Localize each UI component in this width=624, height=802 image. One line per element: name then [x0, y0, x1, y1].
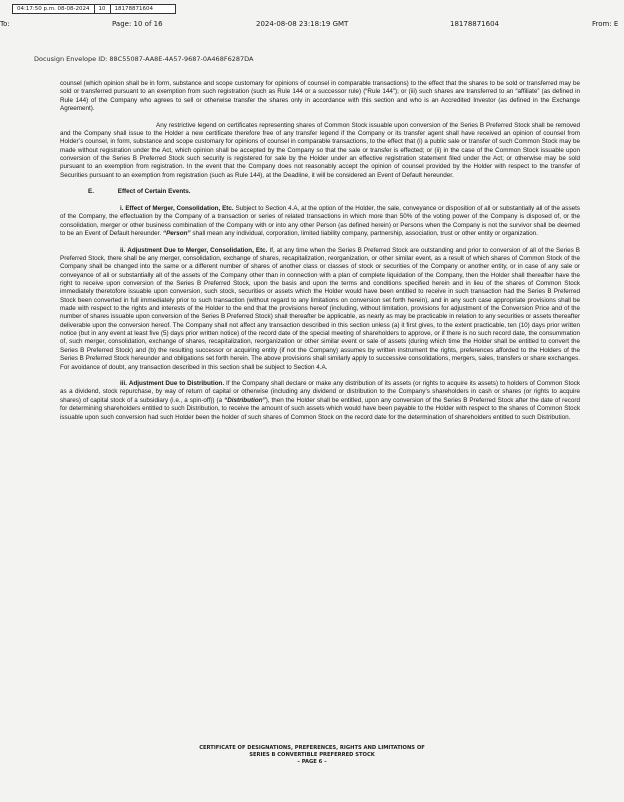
fax-header — [0, 20, 624, 32]
item-i-number: i. — [120, 205, 124, 213]
item-i-title: Effect of Merger, Consolidation, Etc. — [125, 205, 234, 213]
item-ii-number: ii. — [120, 246, 126, 254]
footer-page-number: – PAGE 6 – — [297, 759, 327, 765]
item-ii-paragraph — [60, 247, 580, 372]
item-iii-title: Adjustment Due to Distribution. — [128, 380, 225, 388]
item-ii-text: If, at any time when the Series B Preferred Stock are outstanding and prior to conversion of all of the Series B Preferred Stock, there shall be any merger, consolidation, exchange of shares, recapitalization, reorganization, or other similar event, as a result of which shares of Common Stock of the Company shall be changed into the same or a different number of shares of another class or classes of stock or securities of the Company or another entity, or in case of any sale or conveyance of all or substantially all of the assets of the Company other than in connection with a plan of complete liquidation of the Company, then the Holder shall thereafter have the right to receive upon conversion of the Series B Preferred Stock, upon the basis and upon the terms and conditions specified herein and in lieu of the shares of Common Stock immediately theretofore issuable upon conversion, such stock, securities or assets which the Holder would have been entitled to receive in such transaction had the Series B Preferred Stock been converted in full immediately prior to such transaction (without regard to any limitations on conversion set forth herein), and in any such case appropriate provisions shall be made with respect to the rights and interests of the Holder to the end that the provisions hereof (including, without limitation, provisions for adjustment of the Conversion Price and of the number of shares issuable upon conversion of the Series B Preferred Stock) shall thereafter be applicable, as nearly as may be practicable in relation to any securities or assets thereafter deliverable upon the conversion hereof. The Company shall not affect any transaction described in this section unless (a) it first gives, to the extent practicable, ten (10) days prior written notice (but in any event at least five (5) days prior written notice) of the record date of the special meeting of shareholders to approve, or if there is no such record date, the consummation of, such merger, consolidation, exchange of shares, recapitalization, reorganization or other similar event or sale of assets (during which time the Holder shall be entitled to convert the Series B Preferred Stock) and (b) the resulting successor or acquiring entity (if not the Company) assumes by written instrument the rights, preferences afforded to the Holders of the Series B Preferred Stock hereunder and obligations set forth herein. The above provisions shall similarly apply to successive consolidations, mergers, sales, transfers or share exchanges. For avoidance of doubt, any transaction described in this section shall be subject to Section 4.A. — [60, 246, 580, 371]
fax-datetime: 2024-08-08 23:18:19 GMT — [256, 20, 349, 28]
stamp-number: 18178871604 — [114, 6, 154, 12]
item-iii-text-2: ), then the Holder shall be entitled, upon any conversion of the Series B Preferred Stock after the date of record for determining shareholders entitled to such Distribution, to receive the amount of such assets which would have been payable to the Holder with respect to the shares of Common Stock issuable upon such conversion had such Holder been the holder of such shares of Common Stock on the record date for the determination of shareholders entitled to such Distribution. — [60, 396, 580, 421]
docusign-envelope-id: Docusign Envelope ID: 88C55087-AA8E-4A57-9687-0A468F6287DA — [34, 55, 254, 63]
item-i-text-1: Subject to Section 4.A, at the option of the Holder, the sale, conveyance or disposition of all or substantially all of the assets of the Company, the effectuation by the Company of a transaction or series of related transactions in which more than 50% of the voting power of the Company is disposed of, or the consolidation, merger or other business combination of the Company with or into any other Person (as defined herein) or Persons when the Company is not the survivor shall be deemed to be an Event of Default hereunder. — [60, 205, 581, 238]
document-body — [60, 80, 580, 430]
item-iii-paragraph — [60, 380, 580, 422]
item-iii-defined-term: “Distribution” — [224, 396, 266, 404]
fax-to: To: — [0, 20, 10, 28]
item-i-defined-term: “Person” — [162, 230, 191, 238]
section-e-label: E. — [88, 188, 94, 196]
footer-line-2: SERIES B CONVERTIBLE PREFERRED STOCK — [249, 752, 375, 758]
section-e-title: Effect of Certain Events. — [117, 188, 191, 196]
fax-page: Page: 10 of 16 — [112, 20, 163, 28]
stamp-time: 04:17:50 p.m. 08-08-2024 — [13, 5, 95, 13]
paragraph-restrictive-legend: Any restrictive legend on certificates representing shares of Common Stock issuable upon conversion of the Series B Preferred Stock shall be removed and the Company shall issue to the Holder a new certificate therefore free of any transfer legend if the Company or its transfer agent shall have received an opinion of counsel from Holder’s counsel, in form, substance and scope customary for opinions of counsel in comparable transactions, to the effect that (i) a public sale or transfer of such Common Stock may be made without registration under the Act, which opinion shall be accepted by the Company so that the sale or transfer is effected; or (ii) in the case of the Common Stock issuable upon conversion of the Series B Preferred Stock such security is registered for sale by the Holder under an effective registration statement filed under the Act; or otherwise may be sold pursuant to an exemption from registration. In the event that the Company does not reasonably accept the opinion of counsel provided by the Holder with respect to the transfer of Securities pursuant to an exemption from registration (such as Rule 144), at the Deadline, it will be considered an Event of Default hereunder. — [60, 121, 580, 179]
section-e-heading — [88, 188, 580, 196]
fax-stamp — [12, 4, 176, 14]
document-footer — [0, 745, 624, 766]
item-iii-number: iii. — [120, 380, 127, 388]
item-ii-title: Adjustment Due to Merger, Consolidation, Etc. — [127, 246, 268, 254]
fax-number: 18178871604 — [450, 20, 499, 28]
item-iii-text-1: If the Company shall declare or make any distribution of its assets (or rights to acquire its assets) to holders of Common Stock as a dividend, stock repurchase, by way of return of capital or otherwise (including any dividend or distribution to the Company’s shareholders in cash or shares (or rights to acquire shares) of capital stock of a subsidiary (i.e., a spin-off)) (a — [60, 380, 580, 404]
stamp-page: 10 — [95, 5, 111, 13]
item-i-paragraph — [60, 205, 580, 238]
paragraph-counsel-opinion: counsel (which opinion shall be in form, substance and scope customary for opinions of counsel in comparable transactions) to the effect that the shares to be sold or transferred may be sold or transferred pursuant to an exemption from such registration (such as Rule 144 or a successor rule) (“Rule 144”); or (iii) such shares are transferred to an “affiliate” (as defined in Rule 144) of the Company who agrees to sell or otherwise transfer the shares only in accordance with this section and who is an Accredited Investor (as defined in the Exchange Agreement). — [60, 80, 580, 113]
item-i-text-2: shall mean any individual, corporation, limited liability company, partnership, association, trust or other entity or organization. — [190, 230, 539, 238]
fax-from: From: E — [592, 20, 619, 28]
footer-line-1: CERTIFICATE OF DESIGNATIONS, PREFERENCES, RIGHTS AND LIMITATIONS OF — [199, 745, 425, 751]
